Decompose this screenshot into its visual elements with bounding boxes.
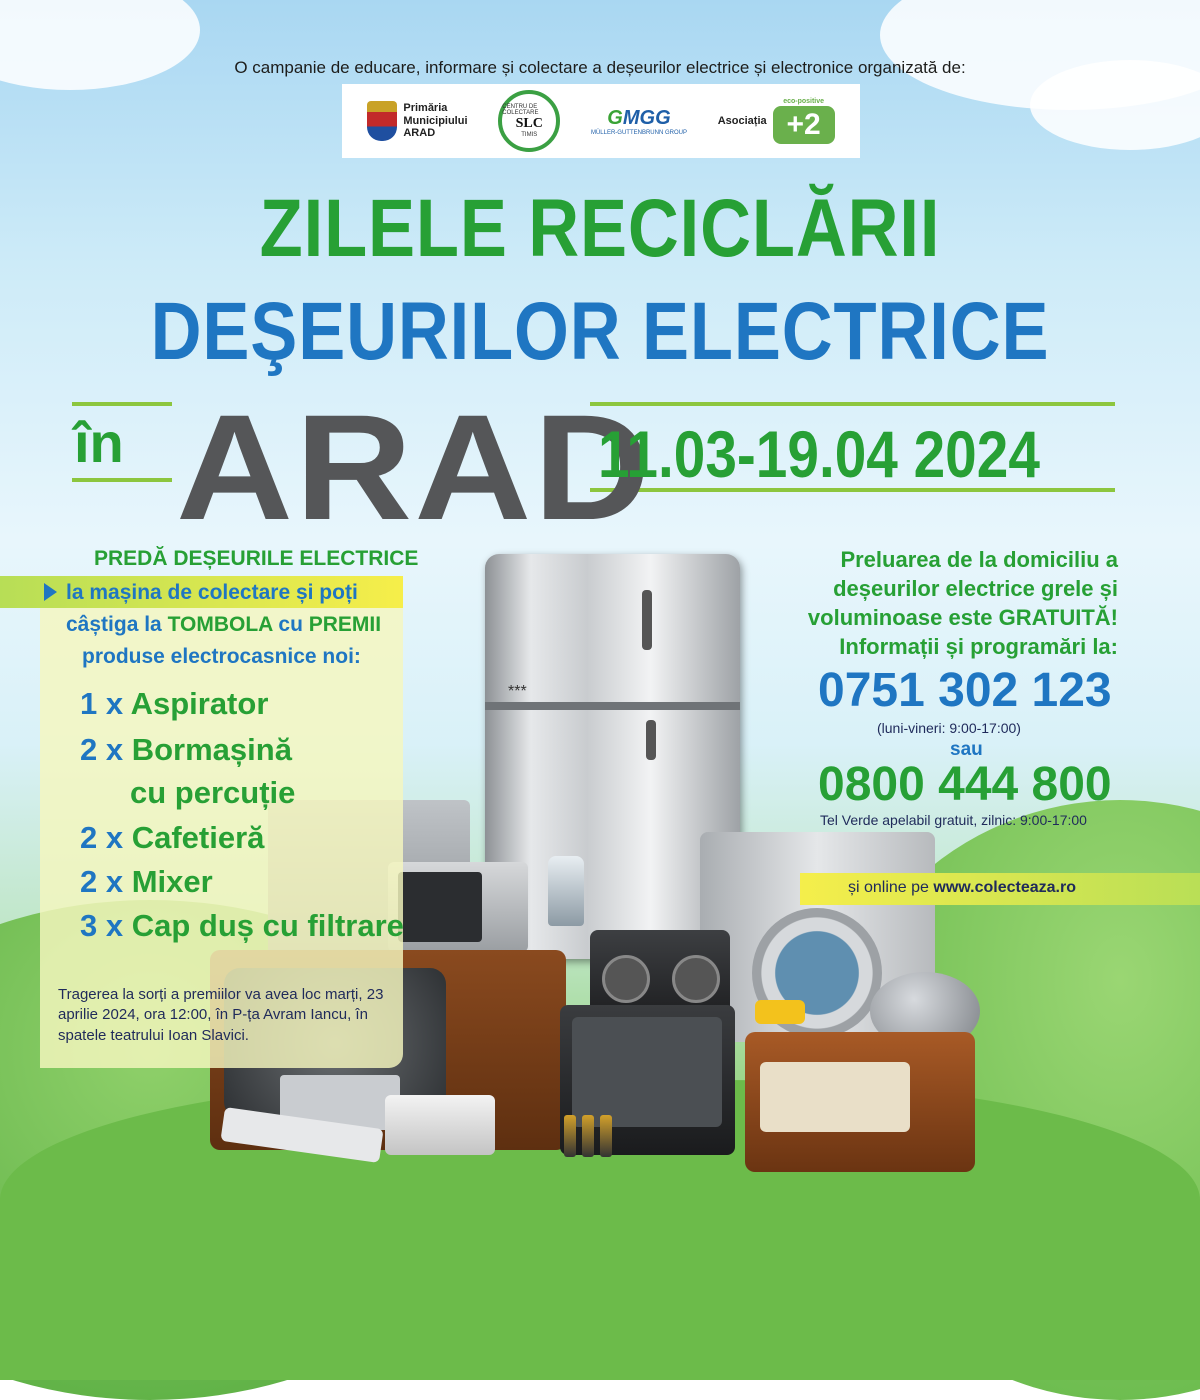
batteries-illustration — [560, 1115, 630, 1159]
freezer-label: *** — [508, 683, 527, 700]
mgg-logo — [591, 107, 687, 136]
prize-qty: 2 x — [80, 732, 124, 767]
prize-qty: 3 x — [80, 908, 124, 943]
prize-name: Bormașină — [131, 732, 292, 767]
prize-item — [80, 686, 268, 722]
prize-item — [80, 732, 292, 768]
fridge-door-split — [485, 702, 740, 710]
battery-icon — [582, 1115, 594, 1157]
prize-qty: 2 x — [80, 864, 124, 899]
eco-positive-text: eco-positive — [783, 97, 825, 105]
eco-positive-icon: +2 — [773, 106, 835, 144]
organizer-logos — [342, 84, 860, 158]
title-line1: ZILELE RECICLĂRII — [259, 183, 941, 274]
tombola-word: TOMBOLA — [167, 613, 273, 636]
or-text: sau — [950, 739, 983, 760]
phone-number-2[interactable]: 0800 444 800 — [818, 758, 1112, 811]
campaign-intro: O campanie de educare, informare și colectare a deșeurilor electrice și electronice organizată de: — [234, 58, 966, 77]
divider-in — [72, 478, 172, 482]
arrow-right-icon — [44, 583, 57, 601]
prize-name: Cafetieră — [131, 820, 265, 855]
website-link[interactable]: www.colecteaza.ro — [933, 879, 1076, 896]
slc-top: CENTRU DE COLECTARE — [502, 104, 539, 116]
online-info — [848, 879, 1076, 897]
prize-name: Cap duș cu filtrare — [131, 908, 404, 943]
mgg-sub: MÜLLER-GUTTENBRUNN GROUP — [590, 129, 687, 136]
primaria-line1: Primăria — [403, 102, 448, 115]
phone-number-1[interactable]: 0751 302 123 — [818, 664, 1112, 717]
asociatia-logo — [718, 98, 835, 144]
speaker-icon — [602, 955, 650, 1003]
arad-crest-icon — [367, 101, 397, 141]
left-line1: PREDĂ DEȘEURILE ELECTRICE — [94, 547, 419, 570]
prize-name: Aspirator — [130, 686, 269, 721]
slc-logo — [498, 90, 560, 152]
drill-illustration — [755, 1000, 805, 1024]
right-line4: Informații și programări la: — [839, 634, 1118, 659]
prize-item — [80, 908, 404, 944]
title-city: ARAD — [176, 383, 653, 551]
left-line4: produse electrocasnice noi: — [82, 645, 361, 668]
right-line1: Preluarea de la domiciliu a — [840, 547, 1118, 572]
prize-qty: 1 x — [80, 686, 124, 721]
prize-qty: 2 x — [80, 820, 124, 855]
prize-item-continued — [130, 775, 295, 811]
blender-illustration — [548, 856, 584, 926]
left-line3-a: câștiga la — [66, 613, 168, 636]
left-line2: la mașina de colectare și poți — [66, 581, 358, 604]
divider-right — [590, 402, 1115, 406]
slc-bottom: TIMIS — [521, 132, 538, 138]
phone-hours-2: Tel Verde apelabil gratuit, zilnic: 9:00-17:00 — [820, 812, 1087, 828]
right-line2: deșeurilor electrice grele și — [833, 576, 1118, 601]
primaria-line2: Municipiului — [403, 114, 468, 127]
asociatia-label: Asociația — [717, 114, 767, 127]
online-prefix: și online pe — [848, 879, 934, 896]
title-in: în — [74, 411, 124, 474]
microwave-door — [398, 872, 482, 942]
right-line3: voluminoase este GRATUITĂ! — [807, 605, 1118, 630]
fridge-handle — [646, 720, 656, 760]
premii-word: PREMII — [308, 613, 382, 636]
battery-icon — [600, 1115, 612, 1157]
left-line3 — [66, 612, 381, 638]
primaria-logo — [367, 101, 467, 141]
title-line2: DEŞEURILOR ELECTRICE — [150, 286, 1050, 377]
mgg-name: MGG — [622, 106, 671, 129]
left-line3-c: cu — [272, 613, 309, 636]
phone-hours-1: (luni-vineri: 9:00-17:00) — [877, 720, 1021, 736]
battery-icon — [564, 1115, 576, 1157]
small-tv-screen — [572, 1017, 722, 1127]
vintage-radio-dial — [760, 1062, 910, 1132]
campaign-dates: 11.03-19.04 2024 — [598, 417, 1040, 491]
fridge-handle — [642, 590, 652, 650]
primaria-line3: ARAD — [403, 127, 436, 140]
slc-name: SLC — [515, 116, 543, 131]
printer-illustration — [385, 1095, 495, 1155]
divider-left — [72, 402, 172, 406]
prize-item — [80, 864, 213, 900]
prize-name: cu percuție — [130, 775, 296, 810]
speaker-icon — [672, 955, 720, 1003]
mgg-g-icon: G — [607, 106, 623, 129]
prize-item — [80, 820, 264, 856]
draw-info: Tragerea la sorți a premiilor va avea loc marți, 23 aprilie 2024, ora 12:00, în P-ța Avram Iancu, în spatele teatrului Ioan Slavici. — [58, 986, 384, 1044]
prize-name: Mixer — [131, 864, 213, 899]
